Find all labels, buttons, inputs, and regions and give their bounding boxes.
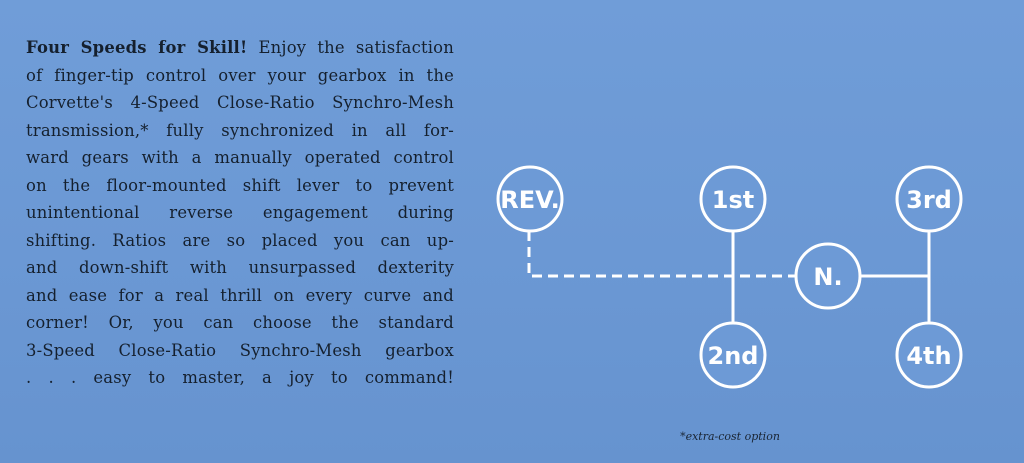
copy-heading: Four Speeds for Skill! — [26, 38, 248, 57]
gear-first-label: 1st — [711, 186, 755, 214]
copy-line-5: ward gears with a manually operated control — [26, 148, 454, 167]
copy-line-4: transmission,* fully synchronized in all for- — [26, 120, 454, 140]
gear-reverse — [498, 167, 562, 231]
copy-line-2: of finger-tip control over your gearbox in the — [26, 65, 454, 85]
gear-fourth-label: 4th — [906, 342, 952, 370]
copy-line-12: 3-Speed Close-Ratio Synchro-Mesh gearbox — [26, 340, 454, 360]
copy-line-8: shifting. Ratios are so placed you can up- — [26, 230, 454, 250]
gear-third — [897, 167, 961, 231]
gear-fourth — [897, 323, 961, 387]
copy-line-6: on the floor-mounted shift lever to prevent — [26, 175, 454, 195]
gear-neutral — [796, 244, 860, 308]
gear-reverse-label: REV. — [500, 186, 560, 214]
copy-line-13: . . . easy to master, a joy to command! — [26, 368, 454, 387]
gear-neutral-label: N. — [813, 263, 843, 291]
copy-line-10: and ease for a real thrill on every curve and — [26, 285, 454, 305]
copy-line-7: unintentional reverse engagement during — [26, 203, 454, 222]
gear-third-label: 3rd — [906, 186, 952, 214]
gear-first — [701, 167, 765, 231]
reverse-dashed-path — [529, 231, 795, 276]
copy-line-1-rest: Enjoy the satisfaction — [247, 38, 454, 57]
copy-line-3: Corvette's 4-Speed Close-Ratio Synchro-Mesh — [26, 93, 454, 112]
copy-line-9: and down-shift with unsurpassed dexterity — [26, 258, 454, 277]
gear-second-label: 2nd — [707, 342, 759, 370]
copy-line-11: corner! Or, you can choose the standard — [26, 313, 454, 332]
footnote: *extra-cost option — [680, 430, 780, 443]
gear-second — [701, 323, 765, 387]
